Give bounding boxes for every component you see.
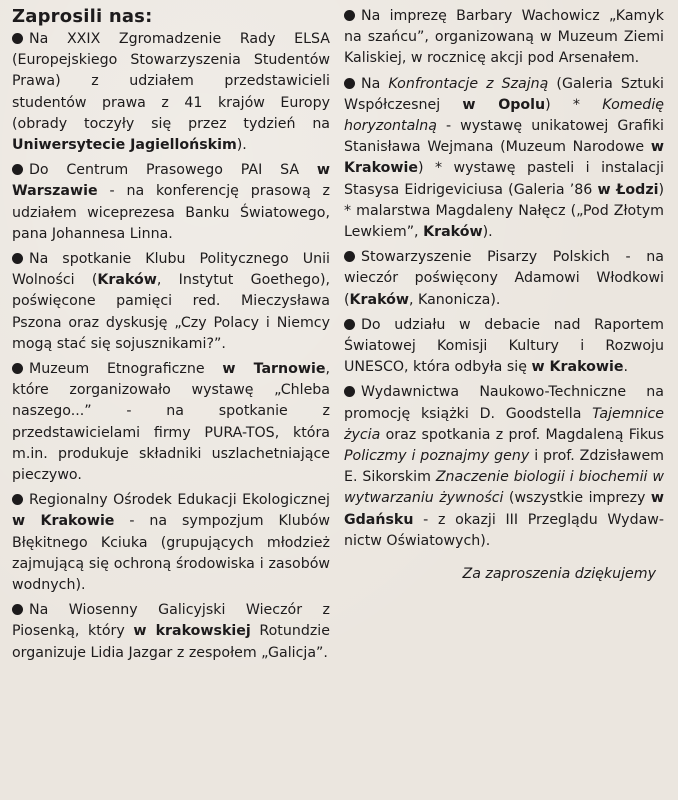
bullet-dot-icon xyxy=(344,386,355,397)
item-text: Na XXIX Zgromadzenie Rady ELSA (Europejskiego Stowarzyszenia Studentów Prawa) z udziałem przedstawicieli studentów prawa z 41 krajów Europy (obrady toczyły się przez tydzień na xyxy=(12,31,330,132)
item-text: Wydawnictwa Naukowo-Techniczne na promocję książki D. Goodstella xyxy=(344,384,664,422)
bullet-dot-icon xyxy=(344,78,355,89)
item-text: Regionalny Ośrodek Edukacji Ekologicznej xyxy=(29,492,330,509)
item-text: (Galeria Sztuki Współczesnej xyxy=(344,75,664,113)
bold-text: w Warszawie xyxy=(12,162,330,200)
item-text: ) * malarstwa Magdaleny Nałęcz („Pod Złotym Lewkiem”, xyxy=(344,181,664,241)
item-text: Do Centrum Prasowego PAI SA xyxy=(29,162,317,179)
left-item-list xyxy=(12,29,330,664)
list-item xyxy=(344,382,664,552)
section-heading: Zaprosili nas: xyxy=(12,6,153,27)
item-text: , Instytut Goethego), poświęcone pamięci red. Mieczysława Pszona oraz dyskusję „Czy Polacy i Niemcy mogą stać się sojusznikami?”. xyxy=(12,272,330,352)
bold-text: Kraków xyxy=(97,272,157,289)
italic-text: Tajemnice życia xyxy=(344,405,664,443)
list-item xyxy=(344,247,664,311)
text-columns xyxy=(12,6,670,668)
right-item-list xyxy=(344,6,664,552)
bullet-dot-icon xyxy=(12,33,23,44)
bold-text: w Opolu xyxy=(462,96,546,113)
italic-text: Znaczenie biologii i biochemii w wytwarzaniu żywności xyxy=(344,469,664,507)
item-text: ) * wystawę pasteli i instalacji Stasysa Eidrigeviciusa (Galeria ’86 xyxy=(344,160,664,198)
bold-text: w Krakowie xyxy=(12,513,115,530)
item-text: (wszystkie imprezy xyxy=(503,490,651,507)
bold-text: w Tarnowie xyxy=(222,361,326,378)
bullet-dot-icon xyxy=(12,604,23,615)
item-text: Do udziału w debacie nad Raportem Światowej Komisji Kultury i Rozwoju UNESCO, która odbyła się xyxy=(344,316,664,376)
list-item xyxy=(12,490,330,596)
item-text: i prof. Zdzisławem E. Sikorskim xyxy=(344,448,664,486)
bullet-dot-icon xyxy=(12,363,23,374)
list-item xyxy=(12,359,330,486)
item-text: Na imprezę Barbary Wachowicz „Kamyk na szańcu”, organizowaną w Muzeum Ziemi Kaliskiej, w rocznicę akcji pod Arsenałem. xyxy=(344,8,664,67)
bullet-dot-icon xyxy=(12,494,23,505)
item-text: Rotundzie organizuje Lidia Jazgar z zespołem „Galicja”. xyxy=(12,623,330,661)
item-text: Na spotkanie Klubu Politycznego Unii Wolności ( xyxy=(12,251,330,289)
item-text: Na xyxy=(361,75,389,92)
list-item xyxy=(12,600,330,664)
item-text: - na sympozjum Klubów Błękitnego Kciuka (grupujących młodzież zajmującą się ochroną środowiska i zasobów wodnych). xyxy=(12,513,330,594)
item-text: . xyxy=(623,359,628,376)
item-text: ). xyxy=(482,224,493,241)
list-item xyxy=(12,249,330,355)
bullet-dot-icon xyxy=(12,253,23,264)
italic-text: Konfrontacje z Szajną xyxy=(388,75,549,92)
item-text: Stowarzyszenie Pisarzy Polskich - na wieczór poświęcony Adamowi Włodkowi ( xyxy=(344,249,664,308)
item-text: - na konferencję prasową z udziałem wiceprezesa Banku Światowego, pana Johannesa Linna. xyxy=(12,183,330,242)
list-item xyxy=(344,315,664,379)
bold-text: w krakowskiej xyxy=(133,623,251,640)
list-item xyxy=(12,160,330,245)
bold-text: w Krakowie xyxy=(531,359,624,376)
item-text: , które zorganizowało wystawę „Chleba naszego...” - na spotkanie z przedstawicielami firmy PURA-TOS, która m.in. produkuje składniki uszlachetniające pieczywo. xyxy=(12,361,330,484)
italic-text: Policzmy i poznajmy geny xyxy=(344,448,530,465)
bold-text: Uniwersytecie Jagiellońskim xyxy=(12,137,237,154)
bold-text: Kraków xyxy=(349,291,410,308)
bullet-dot-icon xyxy=(344,319,355,330)
bold-text: w Łodzi xyxy=(597,181,659,198)
bold-text: Kraków xyxy=(423,224,483,241)
list-item xyxy=(344,74,664,244)
closing-thanks: Za zaproszenia dziękujemy xyxy=(462,566,656,583)
list-item xyxy=(12,29,330,156)
item-text: oraz spotkania z prof. Magdaleną Fikus xyxy=(380,426,664,443)
item-text: ). xyxy=(236,137,247,154)
item-text: Muzeum Etnograficzne xyxy=(29,361,223,378)
bullet-dot-icon xyxy=(344,10,355,21)
right-column xyxy=(344,6,664,668)
bold-text: w Gdańsku xyxy=(344,490,664,528)
item-text: Na Wiosenny Galicyjski Wieczór z Piosenką, który xyxy=(12,602,330,640)
bullet-dot-icon xyxy=(344,251,355,262)
italic-text: Komedię horyzontalną xyxy=(344,96,664,135)
list-item xyxy=(344,6,664,70)
item-text: - z okazji III Przeglądu Wydawnictw Oświatowych). xyxy=(344,511,664,549)
left-column xyxy=(12,6,330,668)
item-text: ) * xyxy=(545,96,603,113)
item-text: - wystawę unikatowej Grafiki Stanisława Wejmana (Muzeum Narodowe xyxy=(344,118,664,156)
bold-text: w Krakowie xyxy=(344,139,664,177)
item-text: , Kanonicza). xyxy=(409,291,501,308)
bullet-dot-icon xyxy=(12,164,23,175)
